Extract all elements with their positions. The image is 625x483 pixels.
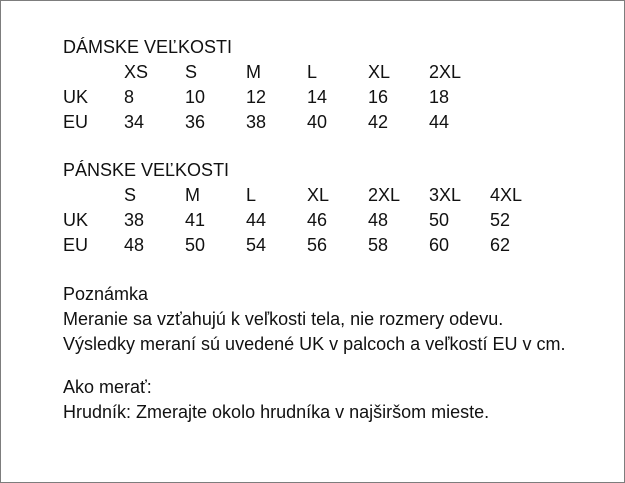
how-to-measure-title: Ako merať: xyxy=(63,377,152,397)
row-label: EU xyxy=(63,112,89,132)
women-size-table xyxy=(63,60,583,135)
size-value: 48 xyxy=(124,235,145,255)
size-value: 52 xyxy=(490,210,511,230)
men-size-header-row xyxy=(63,183,583,208)
size-value: 44 xyxy=(246,210,267,230)
size-value: 10 xyxy=(185,87,206,107)
size-label: M xyxy=(246,62,261,82)
size-value: 56 xyxy=(307,235,328,255)
size-value: 18 xyxy=(429,87,450,107)
size-label: 3XL xyxy=(429,185,462,205)
men-sizes-title: PÁNSKE VEĽKOSTI xyxy=(63,160,230,180)
size-value: 58 xyxy=(368,235,389,255)
note-line-2: Výsledky meraní sú uvedené UK v palcoch a veľkostí EU v cm. xyxy=(63,334,566,354)
size-label: XS xyxy=(124,62,149,82)
size-label: M xyxy=(185,185,200,205)
size-value: 8 xyxy=(124,87,135,107)
row-label: EU xyxy=(63,235,89,255)
size-value: 38 xyxy=(124,210,145,230)
size-value: 62 xyxy=(490,235,511,255)
size-value: 41 xyxy=(185,210,206,230)
size-label: 2XL xyxy=(429,62,462,82)
women-eu-row xyxy=(63,110,583,135)
size-value: 16 xyxy=(368,87,389,107)
men-eu-row xyxy=(63,233,583,258)
chest-measure-instruction: Hrudník: Zmerajte okolo hrudníka v najširšom mieste. xyxy=(63,402,490,422)
row-label: UK xyxy=(63,210,89,230)
size-value: 48 xyxy=(368,210,389,230)
size-value: 40 xyxy=(307,112,328,132)
size-label: S xyxy=(124,185,137,205)
size-value: 12 xyxy=(246,87,267,107)
size-label: XL xyxy=(307,185,330,205)
size-value: 44 xyxy=(429,112,450,132)
size-value: 14 xyxy=(307,87,328,107)
men-size-table xyxy=(63,183,583,258)
women-sizes-title: DÁMSKE VEĽKOSTI xyxy=(63,37,233,57)
size-label: S xyxy=(185,62,198,82)
size-value: 60 xyxy=(429,235,450,255)
size-value: 50 xyxy=(429,210,450,230)
note-line-1: Meranie sa vzťahujú k veľkosti tela, nie rozmery odevu. xyxy=(63,309,504,329)
women-size-header-row xyxy=(63,60,583,85)
size-label: 2XL xyxy=(368,185,401,205)
size-value: 50 xyxy=(185,235,206,255)
size-value: 46 xyxy=(307,210,328,230)
row-label: UK xyxy=(63,87,89,107)
size-label: L xyxy=(246,185,257,205)
size-label: 4XL xyxy=(490,185,523,205)
note-title: Poznámka xyxy=(63,284,149,304)
size-label: L xyxy=(307,62,318,82)
men-uk-row xyxy=(63,208,583,233)
size-value: 54 xyxy=(246,235,267,255)
size-label: XL xyxy=(368,62,391,82)
women-uk-row xyxy=(63,85,583,110)
size-value: 42 xyxy=(368,112,389,132)
size-value: 38 xyxy=(246,112,267,132)
size-value: 36 xyxy=(185,112,206,132)
size-value: 34 xyxy=(124,112,145,132)
